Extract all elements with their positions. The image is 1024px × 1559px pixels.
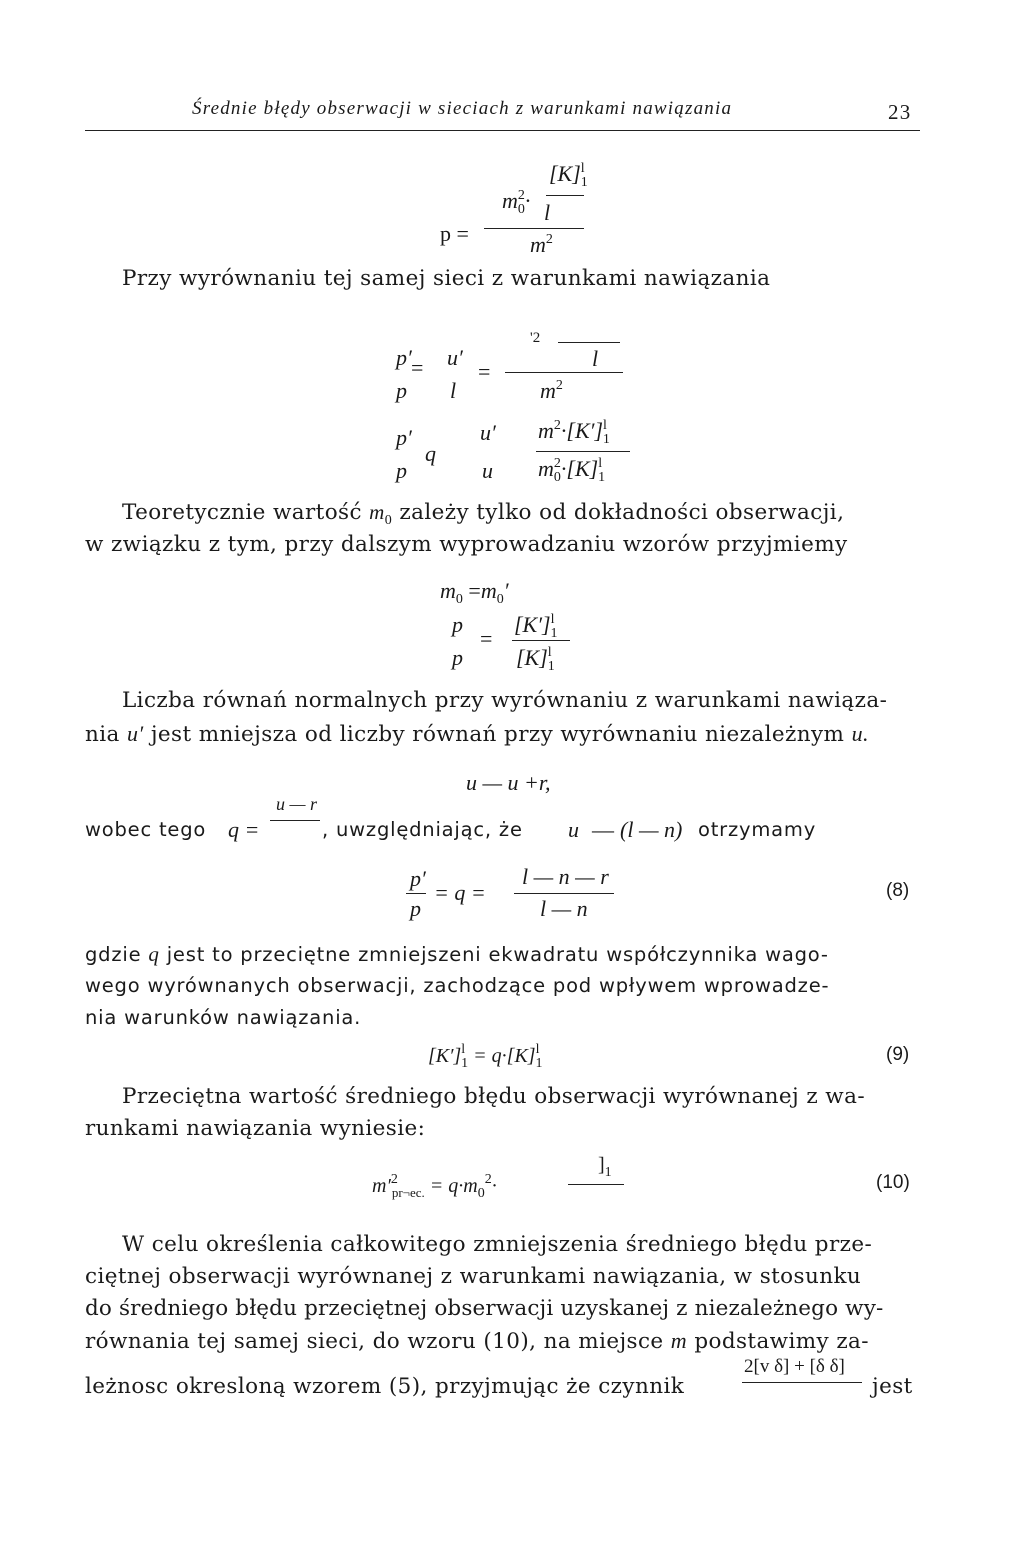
fraction-bar-7 (270, 820, 320, 821)
paragraph-6-line-1: W celu określenia całkowitego zmniejszenia średniego błędu prze- (122, 1232, 873, 1257)
running-header-title: Średnie błędy obserwacji w sieciach z warunkami nawiązania (192, 98, 733, 119)
equation-label-10: (10) (876, 1172, 910, 1193)
fraction-bar-3 (536, 451, 630, 452)
page-number: 23 (888, 100, 912, 124)
paragraph-6-line-2: ciętnej obserwacji wyrównanej z warunkami nawiązania, w stosunku (85, 1264, 862, 1289)
paragraph-6-line-3: do średniego błędu przeciętnej obserwacji uzyskanej z niezależnego wy- (85, 1296, 884, 1321)
fraction-bar-c-top (558, 342, 620, 343)
paragraph-6-line-4: równania tej samej sieci, do wzoru (10), na miejsce m podstawimy za- (85, 1328, 869, 1354)
paragraph-5-line-2: runkami nawiązania wyniesie: (85, 1116, 426, 1141)
paragraph-3-line-2: nia u′ jest mniejsza od liczby równań przy wyrównaniu niezależnym u. (85, 721, 869, 747)
paragraph-6-line-5-end: jest (872, 1374, 913, 1399)
fraction-bar-11 (742, 1382, 862, 1383)
equation-label-9: (9) (886, 1044, 910, 1065)
paragraph-2-line-2: w związku z tym, przy dalszym wyprowadzaniu wzorów przyjmiemy (85, 532, 848, 557)
paragraph-6-line-5: leżnosc okresloną wzorem (5), przyjmując że czynnik (85, 1374, 685, 1399)
formula-11-numerator: 2[v δ] + [δ δ] (744, 1356, 845, 1377)
header-rule (85, 130, 920, 131)
equation-label-8: (8) (886, 880, 910, 901)
fraction-bar-5 (512, 640, 570, 641)
formula-4: $m_0 =m_0'$ (440, 578, 509, 607)
fraction-bar-c (505, 372, 623, 373)
fraction-bar-8 (514, 893, 614, 894)
fraction-bar-inner (546, 195, 584, 196)
formula-9: $[K']^l_1 = q\cdot[K]^l_1$ (428, 1042, 543, 1071)
paragraph-4-line-3: nia warunków nawiązania. (85, 1006, 362, 1029)
fraction-bar-8a (406, 893, 426, 894)
fraction-bar-main (484, 228, 584, 229)
fraction-bar-10 (568, 1184, 624, 1185)
paragraph-1: Przy wyrównaniu tej samej sieci z warunkami nawiązania (122, 266, 771, 291)
paragraph-2-line-1: Teoretycznie wartość $m_0$ zależy tylko od dokładności obserwacji, (122, 500, 845, 528)
formula-6: u — u +r, (466, 770, 551, 795)
paragraph-3-line-1: Liczba równań normalnych przy wyrównaniu z warunkami nawiąza- (122, 688, 888, 713)
paragraph-4-line-2: wego wyrównanych obserwacji, zachodzące pod wpływem wprowadze- (85, 974, 830, 997)
paragraph-5-line-1: Przeciętna wartość średniego błędu obserwacji wyrównanej z wa- (122, 1084, 865, 1109)
paragraph-4-line-1: gdzie q jest to przeciętne zmniejszeni ekwadratu współczynnika wago- (85, 942, 829, 966)
